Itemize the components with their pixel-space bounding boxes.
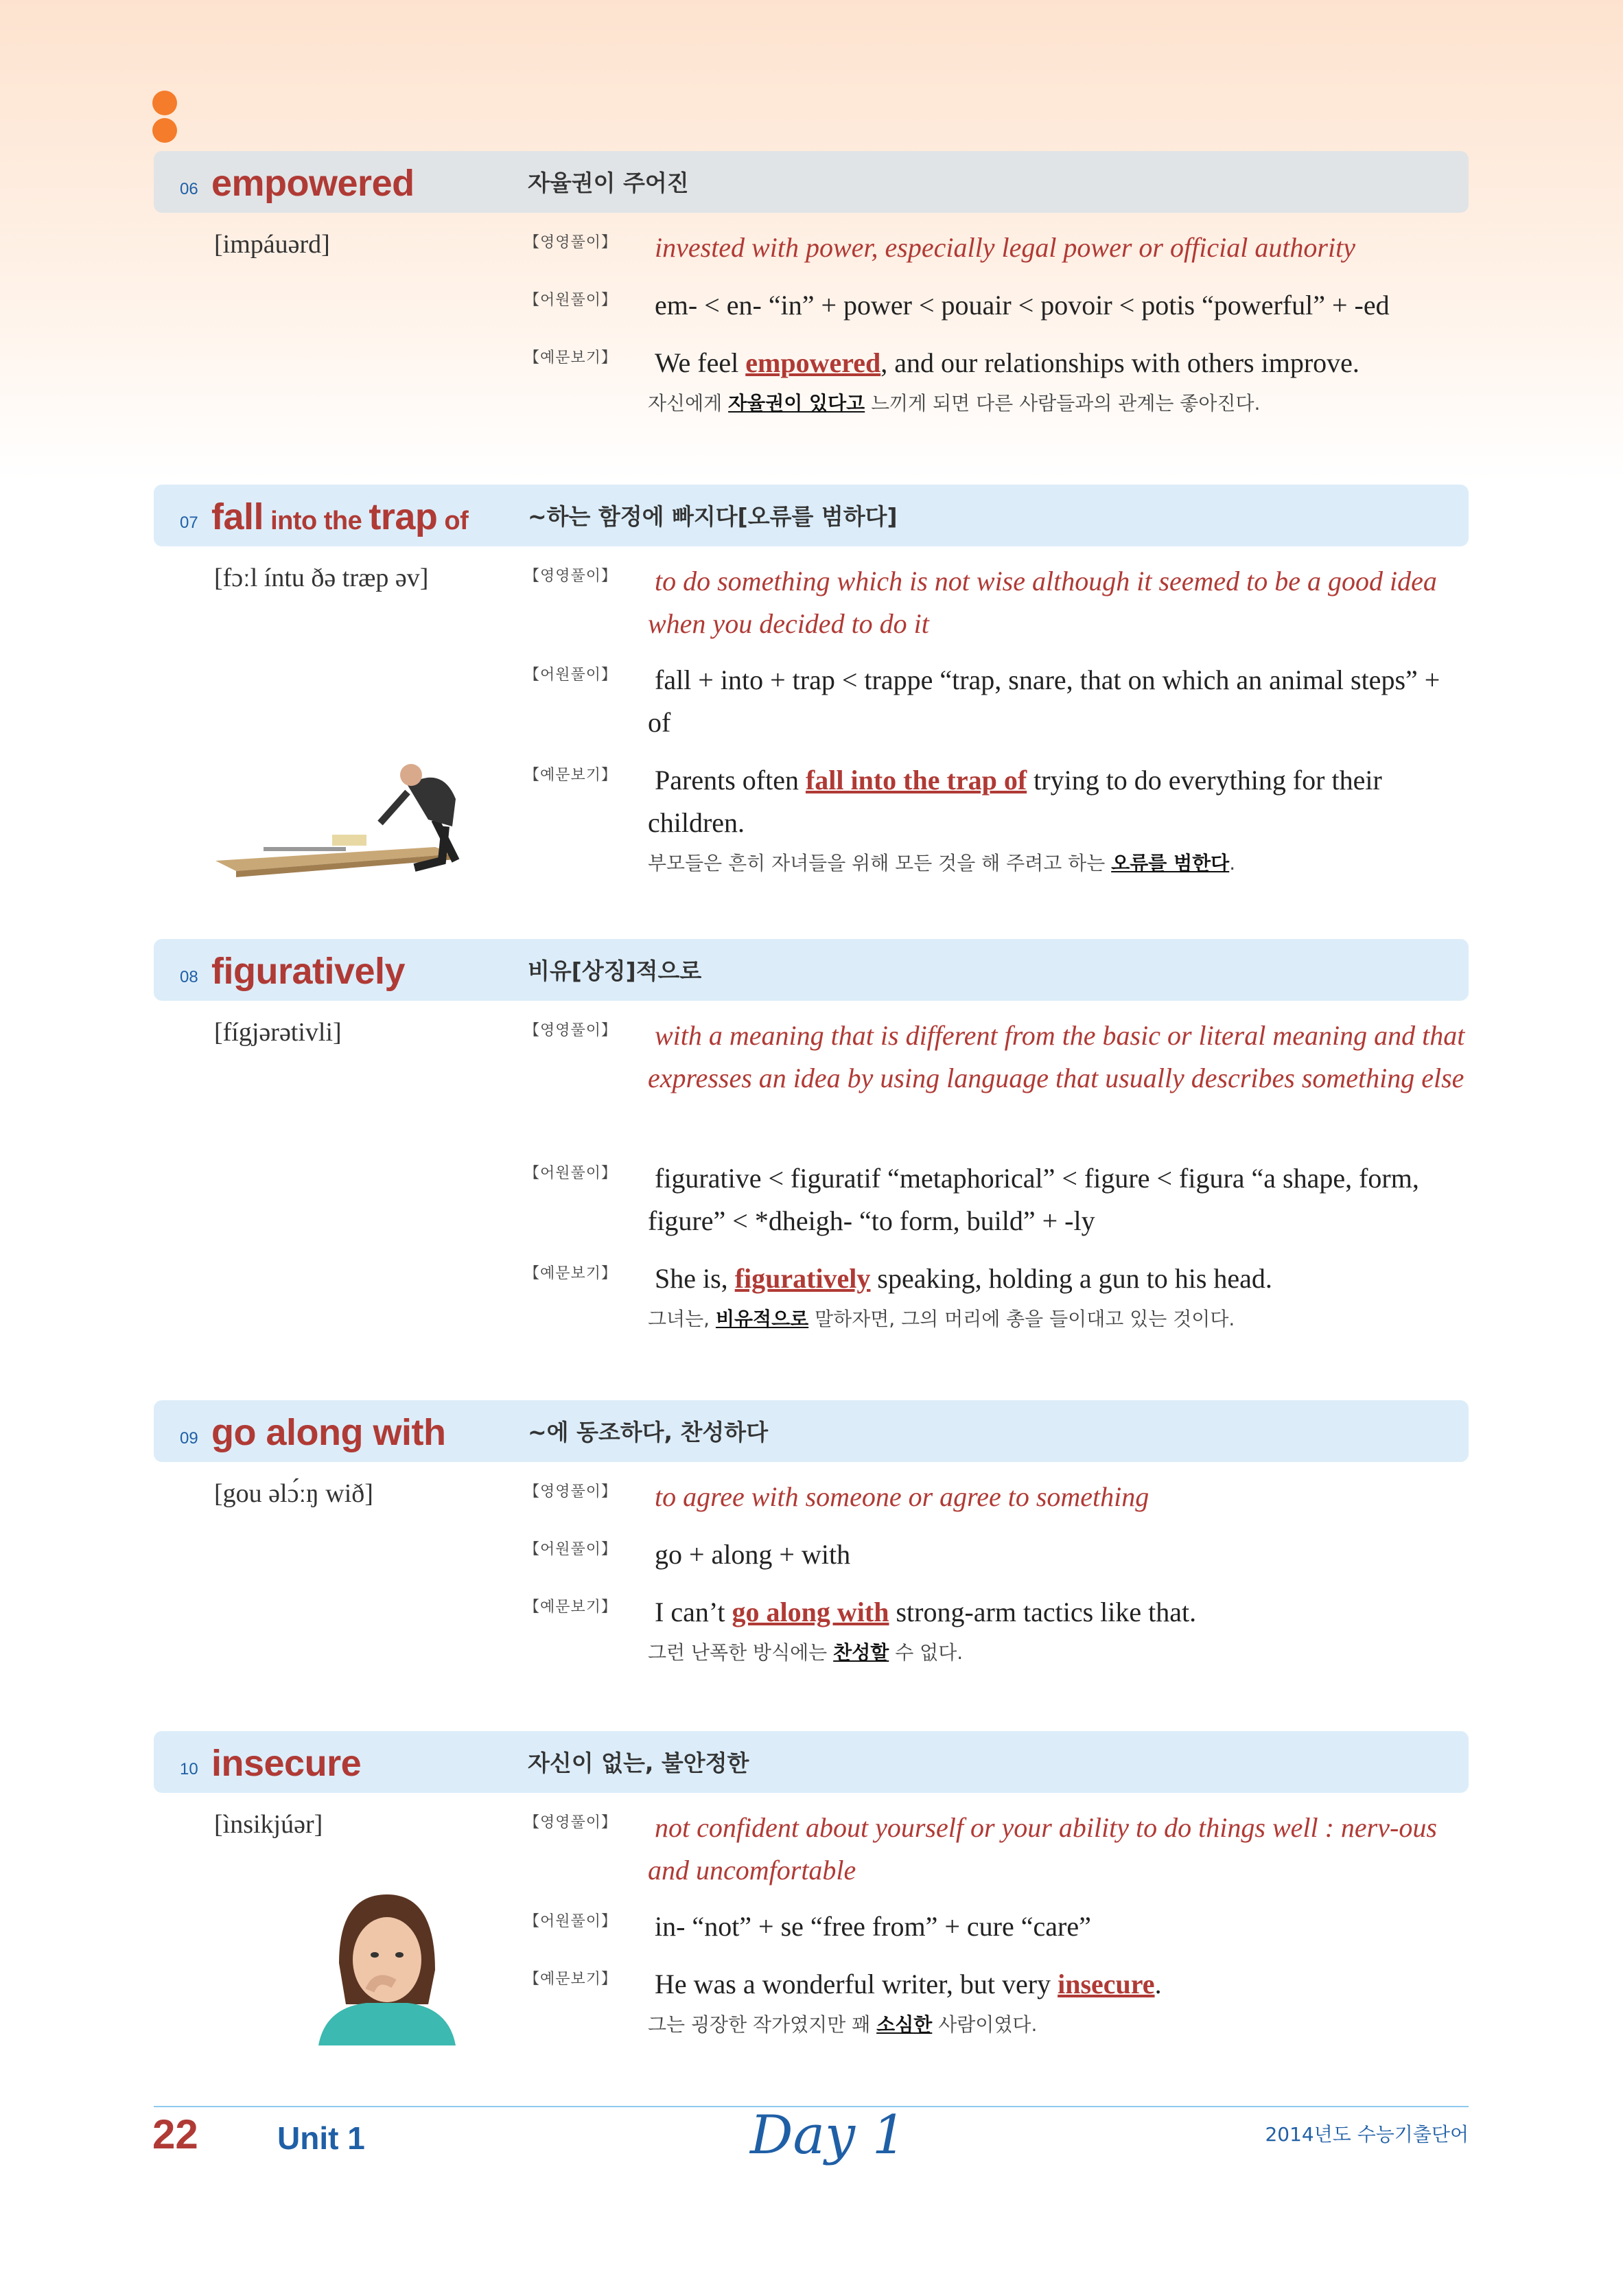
entry-number: 08 [180,968,198,986]
etymology-label: 【어원풀이】 [524,666,618,684]
etymology-text: figurative < figuratif “metaphorical” < figure < figura “a shape, form, figure” < *dheigh- “to form, build” + -ly [648,1163,1419,1236]
entry-word: insecure [211,1743,362,1784]
pronunciation: [ìnsikjúər] [214,1810,323,1839]
example-label: 【예문보기】 [524,1265,618,1282]
definition-label: 【영영풀이】 [524,1483,618,1500]
etymology-text: em- < en- “in” + power < pouair < povoir < potis “powerful” + -ed [655,290,1390,321]
example-text: I can’t go along with strong-arm tactics like that. [655,1597,1197,1627]
entry-number: 09 [180,1429,198,1448]
pronunciation: [fɔːl íntu ðə træp əv] [214,564,429,592]
etymology-label: 【어원풀이】 [524,1913,618,1930]
etymology-text: go + along + with [655,1539,851,1570]
page-number: 22 [152,2111,198,2157]
definition-text: with a meaning that is different from the basic or literal meaning and that expresses an idea by using language that usually describes something else [648,1020,1465,1093]
highlighted-word: insecure [1058,1969,1155,1999]
section-dots [152,91,177,146]
etymology-label: 【어원풀이】 [524,1165,618,1182]
example-text: He was a wonderful writer, but very insecure. [655,1969,1162,1999]
example-label: 【예문보기】 [524,767,618,784]
vocab-entry [154,939,1469,1330]
etymology-text: in- “not” + se “free from” + cure “care” [655,1911,1091,1942]
korean-translation: 그는 굉장한 작가였지만 꽤 소심한 사람이였다. [648,2013,1038,2036]
example-text: We feel empowered, and our relationships with others improve. [655,347,1359,378]
definition-text: to agree with someone or agree to something [655,1481,1149,1512]
entry-meaning: ~하는 함정에 빠지다[오류를 범하다] [528,503,898,530]
highlighted-word: figuratively [734,1263,871,1294]
definition-text: to do something which is not wise although it seemed to be a good idea when you decided to do it [648,566,1437,639]
entry-number: 07 [180,513,198,532]
pronunciation: [impáuərd] [214,230,330,259]
highlighted-word: go along with [732,1597,889,1627]
entry-number: 10 [180,1760,198,1778]
entry-number: 06 [180,180,198,198]
definition-label: 【영영풀이】 [524,1022,618,1039]
book-title: 2014년도 수능기출단어 [1265,2123,1469,2146]
definition-text: not confident about yourself or your ability to do things well : nerv-ous and uncomfortable [648,1812,1437,1886]
entry-header [154,1731,1469,1793]
entry-meaning: 자율권이 주어진 [528,170,689,196]
entry-word: empowered [211,163,414,204]
vocab-entry [154,1400,1469,1664]
definition-label: 【영영풀이】 [524,234,618,251]
korean-translation: 부모들은 흔히 자녀들을 위해 모든 것을 해 주려고 하는 오류를 범한다. [648,852,1236,874]
entry-meaning: ~에 동조하다, 찬성하다 [528,1419,769,1446]
orange-dot [152,91,177,115]
definition-label: 【영영풀이】 [524,568,618,585]
entry-meaning: 자신이 없는, 불안정한 [528,1750,749,1776]
example-label: 【예문보기】 [524,1599,618,1616]
vocab-entry [154,1731,1469,2036]
example-text: Parents often fall into the trap of trying to do everything for their children. [648,765,1382,838]
entry-header [154,151,1469,213]
definition-label: 【영영풀이】 [524,1814,618,1831]
example-label: 【예문보기】 [524,349,618,367]
woman-illustration [312,1888,463,2045]
vocab-entry [154,485,1469,874]
vocab-entry [154,151,1469,415]
korean-translation: 그런 난폭한 방식에는 찬성할 수 없다. [648,1641,964,1664]
entry-word: fall into the trap of [211,496,469,537]
etymology-label: 【어원풀이】 [524,292,618,309]
orange-dot [152,118,177,143]
entry-meaning: 비유[상징]적으로 [528,958,702,984]
unit-label: Unit 1 [277,2120,365,2156]
korean-translation: 그녀는, 비유적으로 말하자면, 그의 머리에 총을 들이대고 있는 것이다. [648,1308,1235,1330]
highlighted-word: fall into the trap of [805,765,1027,796]
etymology-label: 【어원풀이】 [524,1541,618,1558]
definition-text: invested with power, especially legal power or official authority [655,232,1355,263]
mousetrap-illustration [209,744,504,881]
entry-header [154,939,1469,1001]
highlighted-word: empowered [745,347,881,378]
entry-word: go along with [211,1412,446,1453]
entry-header [154,1400,1469,1462]
entry-word: figuratively [211,951,406,992]
day-label: Day 1 [750,2104,907,2166]
korean-translation: 자신에게 자율권이 있다고 느끼게 되면 다른 사람들과의 관계는 좋아진다. [648,392,1261,415]
etymology-text: fall + into + trap < trappe “trap, snare, that on which an animal steps” + of [648,664,1440,738]
example-text: She is, figuratively speaking, holding a gun to his head. [655,1263,1272,1294]
example-label: 【예문보기】 [524,1971,618,1988]
pronunciation: [gou əlɔ́ːŋ wið] [214,1479,373,1508]
pronunciation: [fígjərətivli] [214,1018,342,1047]
entry-header [154,485,1469,546]
